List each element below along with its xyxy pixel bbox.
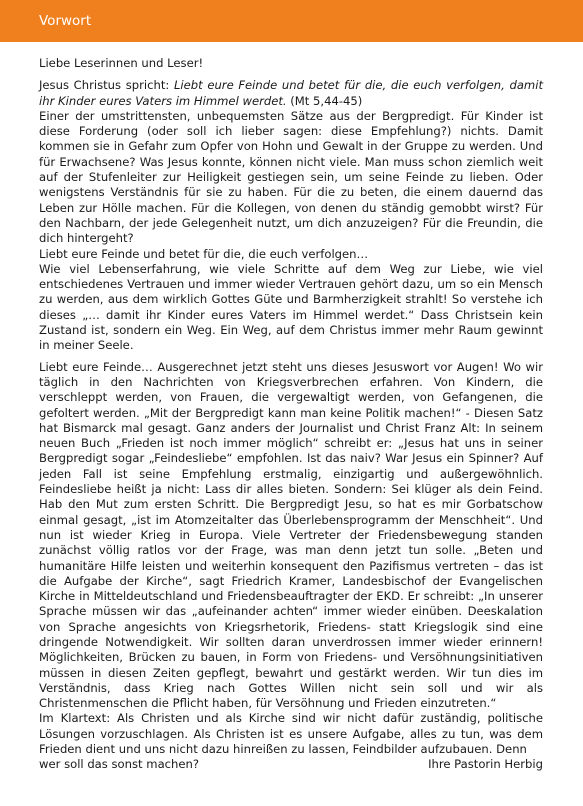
- paragraph-2: Liebt eure Feinde und betet für die, die euch verfolgen…: [39, 246, 369, 261]
- paragraph-1: Einer der umstrittensten, unbequemsten Sätze aus der Bergpredigt. Für Kinder ist diese Forderung (oder soll ich lieber sagen: diese Empfehlung?) nichts. Damit kommen sie in Gefahr zum Opfer von Hohn und Gewalt in der Gruppe zu werden. Und für Erwachsene? Was Jesus konnte, können nicht viele. Man muss schon ziemlich weit auf der Stufenleiter zur Heiligkeit gestiegen sein, um seine Feinde zu lieben. Oder wenigstens Verständnis für sie zu haben. Für die zu beten, die einem dauernd das Leben zur Hölle machen. Für die Kollegen, von denen du ständig gemobbt wirst? Für den Nachbarn, der jede Gelegenheit nutzt, um dich anzuzeigen? Für die Freundin, die dich hintergeht?: [39, 108, 543, 246]
- signature: Ihre Pastorin Herbig: [428, 757, 543, 772]
- bible-quote: [39, 78, 543, 109]
- quote-reference: (Mt 5,44-45): [286, 93, 363, 108]
- closing-line: [39, 757, 543, 772]
- quote-text: Liebt eure Feinde und betet für die, die euch verfolgen, damit ihr Kinder eures Vaters im Himmel werdet.: [39, 78, 543, 108]
- paragraph-5: Im Klartext: Als Christen und als Kirche sind wir nicht dafür zuständig, politische Lösungen vorzuschlagen. Als Christen ist es unsere Aufgabe, alles zu tun, was dem Frieden dient und uns nicht dazu hinreißen zu lassen, Feindbilder aufzubauen. Denn: [39, 711, 543, 757]
- paragraph-3: Wie viel Lebenserfahrung, wie viele Schritte auf dem Weg zur Liebe, wie viel entschiedenes Vertrauen und immer wieder Vertrauen gehört dazu, um so ein Mensch zu werden, aus dem wirklich Gottes Güte und Barmherzigkeit strahlt! So verstehe ich dieses „… damit ihr Kinder eures Vaters im Himmel werdet.“ Dass Christsein kein Zustand ist, sondern ein Weg. Ein Weg, auf dem Christus immer mehr Raum gewinnt in meiner Seele.: [39, 261, 543, 353]
- paragraph-4: Liebt eure Feinde… Ausgerechnet jetzt steht uns dieses Jesuswort vor Augen! Wo wir täglich in den Nachrichten von Kriegsverbrechen erfahren. Von Kindern, die verschleppt werden, von Frauen, die vergewaltigt werden, von Gefangenen, die gefoltert werden. „Mit der Bergpredigt kann man keine Politik machen!“ - Diesen Satz hat Bismarck mal gesagt. Ganz anders der Journalist und Christ Franz Alt: In seinem neuen Buch „Frieden ist noch immer möglich“ schreibt er: „Jesus hat uns in seiner Bergpredigt sogar „Feindesliebe“ empfohlen. Ist das naiv? War Jesus ein Spinner? Auf jeden Fall ist seine Empfehlung erstmalig, einzigartig und außergewöhnlich. Feindesliebe heißt ja nicht: Lass dir alles bieten. Sondern: Sei klüger als dein Feind. Hab den Mut zum ersten Schritt. Die Bergpredigt Jesu, so hat es mir Gorbatschow einmal gesagt, „ist im Atomzeitalter das Überlebensprogramm der Menschheit“. Und nun ist wieder Krieg in Europa. Viele Vertreter der Friedensbewegung standen zunächst völlig ratlos vor der Frage, was man denn jetzt tun solle. „Beten und humanitäre Hilfe leisten und weiterhin konsequent den Pazifismus vertreten – das ist die Aufgabe der Kirche“, sagt Friedrich Kramer, Landesbischof der Evangelischen Kirche in Mitteldeutschland und Friedensbeauftragter der EKD. Er schreibt: „In unserer Sprache müssen wir das „aufeinander achten“ immer wieder einüben. Deeskalation von Sprache angesichts von Kriegsrhetorik, Friedens- statt Kriegslogik sind eine dringende Notwendigkeit. Wir sollten daran unverdrossen immer wieder erinnern! Möglichkeiten, Brücken zu bauen, in Form von Friedens- und Versöhnungsinitiativen müssen in diesen Zeiten gepflegt, bewahrt und gestärkt werden. Wir tun dies im Verständnis, dass Krieg nach Gottes Willen nicht sein soll und wir als Christenmenschen die Pflicht haben, für Versöhnung und Frieden einzutreten.“: [39, 359, 543, 711]
- quote-intro: Jesus Christus spricht:: [39, 78, 174, 93]
- section-title: Vorwort: [39, 13, 92, 29]
- section-header: [0, 0, 583, 42]
- closing-text: wer soll das sonst machen?: [39, 757, 200, 772]
- foreword-text: [39, 56, 543, 773]
- salutation: Liebe Leserinnen und Leser!: [39, 56, 204, 70]
